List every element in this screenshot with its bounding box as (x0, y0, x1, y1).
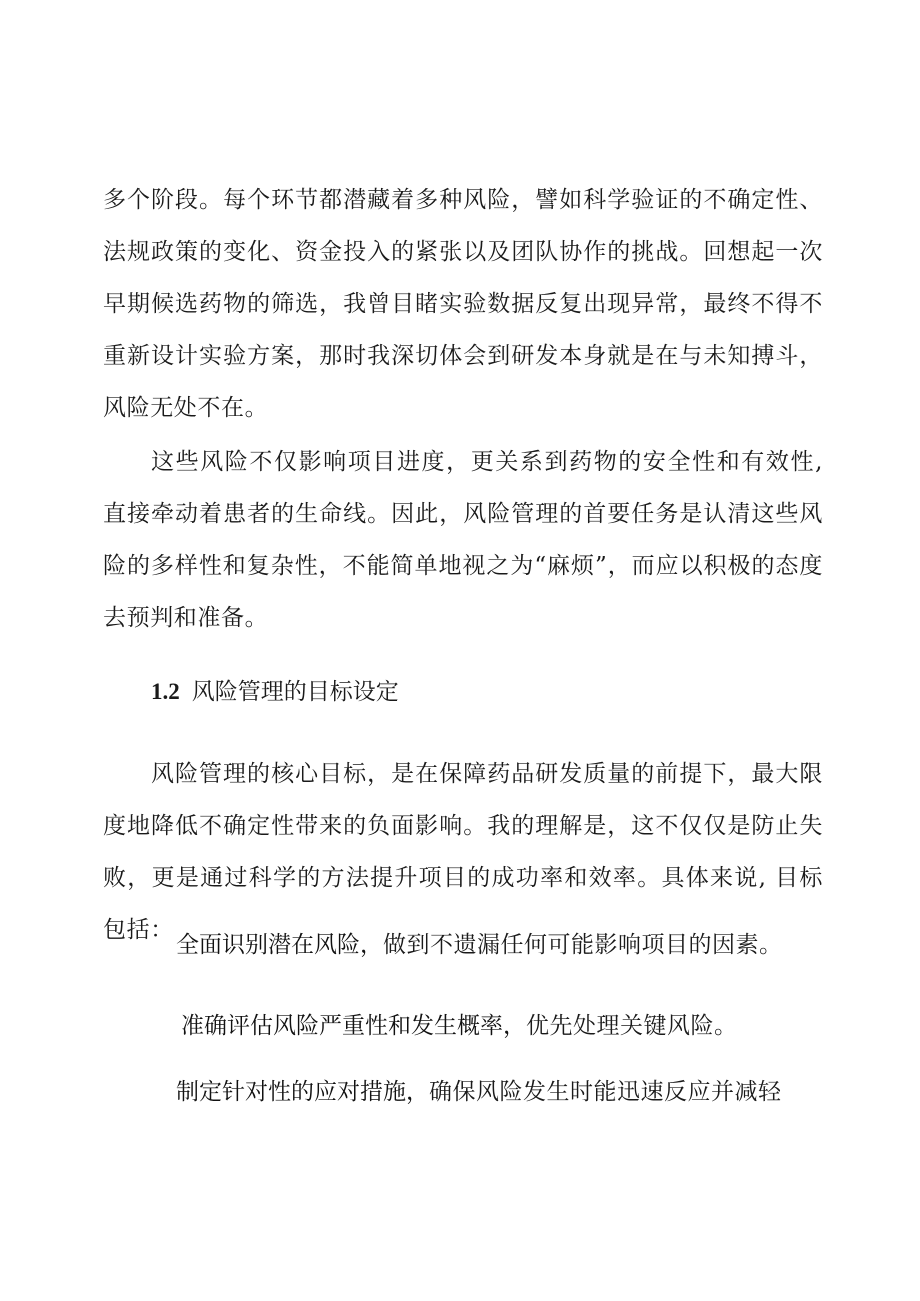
goal-item-text: 确保风险发生时能迅速反应并减轻 (429, 1079, 782, 1105)
body-paragraph-risk-impact: 这些风险不仅影响项目进度，更关系到药物的安全性和有效性, 直接牵动着患者的生命线。因此，风险管理的首要任务是认清这些风险的多样性和复杂性，不能简单地视之为“麻烦”，而应以积极的态度去预判和准备。 (103, 449, 823, 631)
goal-item (181, 1006, 738, 1046)
goal-item-text: 做到不遗漏任何可能影响项目的因素。 (383, 932, 783, 958)
goal-item-emphasis: 制定针对性的应对措施， (176, 1079, 429, 1105)
goal-item-emphasis: 准确评估风险严重性和发生概率， (181, 1013, 526, 1039)
section-heading (151, 672, 399, 712)
goal-item (176, 1072, 782, 1112)
section-title: 风险管理的目标设定 (191, 679, 399, 705)
body-paragraph-goals-intro: 风险管理的核心目标，是在保障药品研发质量的前提下，最大限度地降低不确定性带来的负面影响。我的理解是，这不仅仅是防止失败，更是通过科学的方法提升项目的成功率和效率。具体来说, 目标包括： (103, 761, 823, 943)
goal-item (176, 925, 783, 965)
goal-item-emphasis: 全面识别潜在风险， (176, 932, 383, 958)
section-number: 1.2 (151, 679, 180, 704)
body-paragraph-risk-stages: 多个阶段。每个环节都潜藏着多种风险，譬如科学验证的不确定性、法规政策的变化、资金投入的紧张以及团队协作的挑战。回想起一次早期候选药物的筛选，我曾目睹实验数据反复出现异常，最终不得不重新设计实验方案，那时我深切体会到研发本身就是在与未知搏斗，风险无处不在。 (103, 187, 823, 421)
goal-item-text: 优先处理关键风险。 (526, 1013, 738, 1039)
